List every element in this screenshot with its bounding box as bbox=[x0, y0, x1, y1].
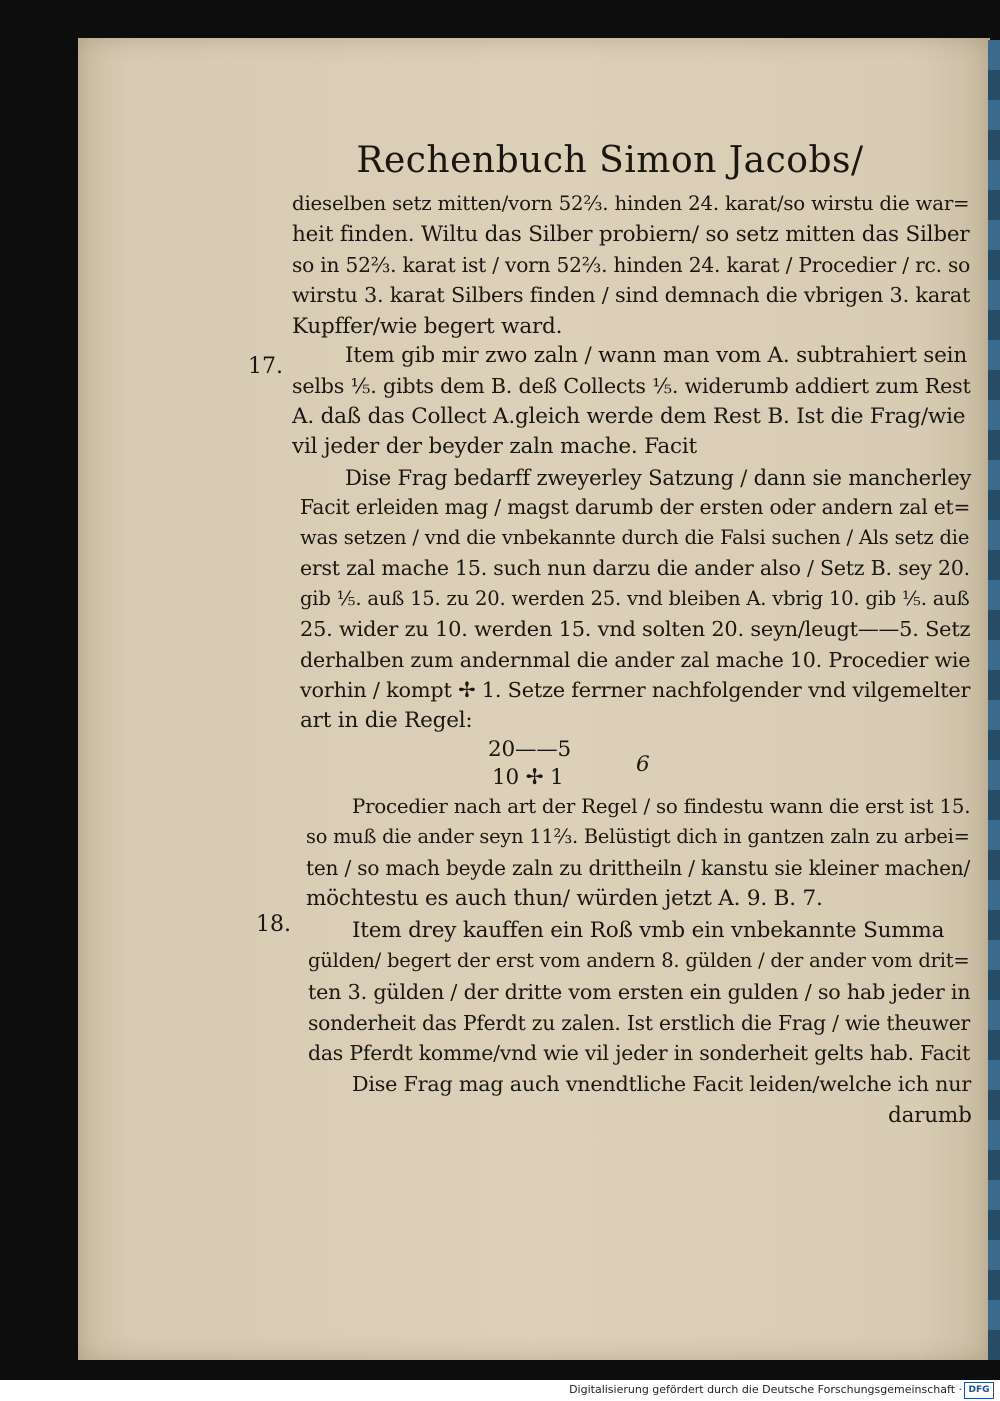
text-line-25: ten 3. gülden / der dritte vom ersten ein gulden / so hab jeder in bbox=[308, 980, 971, 1004]
text-line-28: Dise Frag mag auch vnendtliche Facit leiden/welche ich nur bbox=[352, 1072, 972, 1096]
text-line-19: Procedier nach art der Regel / so findestu wann die erst ist 15. bbox=[352, 795, 971, 818]
text-line-13: erst zal mache 15. such nun darzu die ander also / Setz B. sey 20. bbox=[300, 556, 970, 580]
text-line-9: vil jeder der beyder zaln mache. Facit bbox=[292, 434, 697, 459]
text-line-22: möchtestu es auch thun/ würden jetzt A. 9. B. 7. bbox=[306, 886, 823, 911]
catchword: darumb bbox=[888, 1103, 972, 1128]
text-line-15: 25. wider zu 10. werden 15. vnd solten 20. seyn/leugt——5. Setz bbox=[300, 617, 971, 641]
text-line-23: Item drey kauffen ein Roß vmb ein vnbekannte Summa bbox=[352, 918, 945, 943]
text-line-12: was setzen / vnd die vnbekannte durch die Falsi suchen / Als setz die bbox=[300, 526, 970, 549]
page-edge-strip bbox=[988, 40, 1000, 1360]
digitization-footer bbox=[0, 1380, 1000, 1401]
dfg-logo: DFG bbox=[964, 1382, 994, 1399]
text-line-18: art in die Regel: bbox=[300, 708, 473, 733]
margin-number-17: 17. bbox=[248, 354, 283, 379]
text-line-6: Item gib mir zwo zaln / wann man vom A. subtrahiert sein bbox=[345, 343, 967, 368]
text-line-14: gib ⅕. auß 15. zu 20. werden 25. vnd bleiben A. vbrig 10. gib ⅕. auß bbox=[300, 587, 970, 610]
rule-handwritten-note: 6 bbox=[636, 752, 650, 777]
text-line-17: vorhin / kompt ✢ 1. Setze ferrner nachfolgender vnd vilgemelter bbox=[300, 678, 971, 702]
text-line-11: Facit erleiden mag / magst darumb der ersten oder andern zal et= bbox=[300, 495, 971, 519]
margin-number-18: 18. bbox=[256, 912, 291, 937]
text-line-16: derhalben zum andernmal die ander zal mache 10. Procedier wie bbox=[300, 648, 971, 672]
text-line-10: Dise Frag bedarff zweyerley Satzung / dann sie mancherley bbox=[345, 465, 972, 490]
rule-row-2: 10 ✢ 1 bbox=[492, 765, 564, 790]
text-line-20: so muß die ander seyn 11⅔. Belüstigt dich in gantzen zaln zu arbei= bbox=[306, 825, 970, 848]
text-line-7: selbs ⅕. gibts dem B. deß Collects ⅕. widerumb addiert zum Rest bbox=[292, 374, 971, 398]
text-line-1: dieselben setz mitten/vorn 52⅔. hinden 24. karat/so wirstu die war= bbox=[292, 192, 970, 215]
text-line-3: so in 52⅔. karat ist / vorn 52⅔. hinden 24. karat / Procedier / rc. so bbox=[292, 253, 971, 277]
rule-row-1: 20——5 bbox=[488, 737, 572, 762]
text-line-2: heit finden. Wiltu das Silber probiern/ so setz mitten das Silber bbox=[292, 222, 970, 247]
text-line-21: ten / so mach beyde zaln zu drittheiln / kanstu sie kleiner machen/ bbox=[306, 856, 971, 880]
text-line-26: sonderheit das Pferdt zu zalen. Ist erstlich die Frag / wie theuwer bbox=[308, 1011, 971, 1035]
running-header: Rechenbuch Simon Jacobs/ bbox=[356, 140, 864, 181]
footer-credit: Digitalisierung gefördert durch die Deutsche Forschungsgemeinschaft · bbox=[569, 1383, 962, 1396]
text-line-4: wirstu 3. karat Silbers finden / sind demnach die vbrigen 3. karat bbox=[292, 283, 971, 307]
text-line-24: gülden/ begert der erst vom andern 8. gülden / der ander vom drit= bbox=[308, 949, 970, 972]
text-line-27: das Pferdt komme/vnd wie vil jeder in sonderheit gelts hab. Facit bbox=[308, 1041, 971, 1065]
text-line-8: A. daß das Collect A.gleich werde dem Rest B. Ist die Frag/wie bbox=[292, 404, 966, 429]
text-line-5: Kupffer/wie begert ward. bbox=[292, 314, 563, 339]
